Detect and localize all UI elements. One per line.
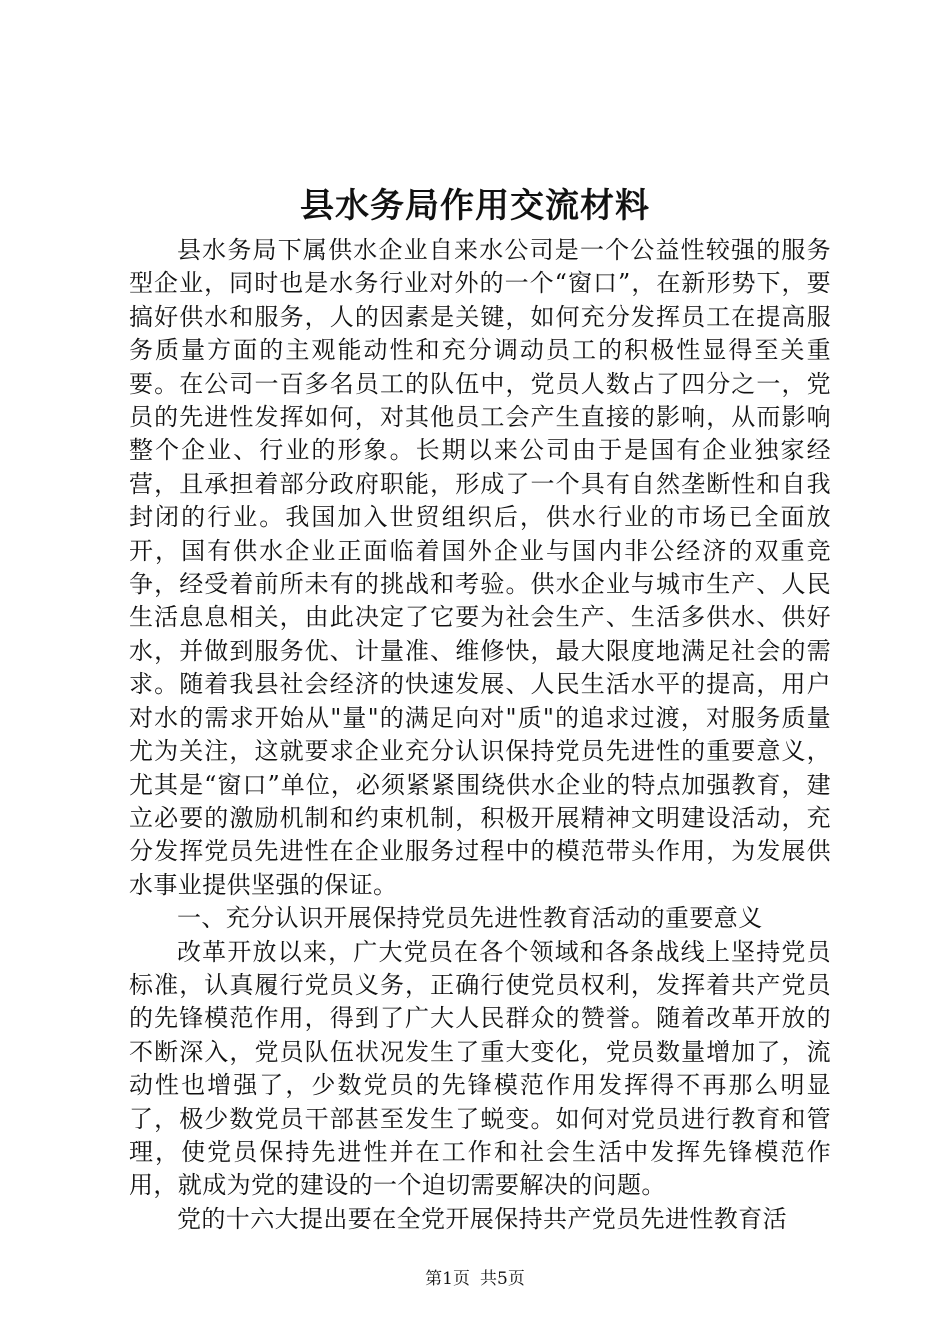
document-body — [129, 234, 831, 1236]
paragraph-continuation: 党的十六大提出要在全党开展保持共产党员先进性教育活 — [177, 1204, 787, 1233]
section-heading-1: 一、充分认识开展保持党员先进性教育活动的重要意义 — [177, 904, 763, 933]
page-footer — [0, 1268, 950, 1290]
page-number: 第1页 — [425, 1269, 470, 1289]
page-total: 共5页 — [480, 1269, 525, 1289]
document-title: 县水务局作用交流材料 — [300, 186, 650, 226]
paragraph-intro: 县水务局下属供水企业自来水公司是一个公益性较强的服务型企业，同时也是水务行业对外的一个“窗口”，在新形势下，要搞好供水和服务，人的因素是关键，如何充分发挥员工在提高服务质量方面的主观能动性和充分调动员工的积极性显得至关重要。在公司一百多名员工的队伍中，党员人数占了四分之一，党员的先进性发挥如何，对其他员工会产生直接的影响，从而影响整个企业、行业的形象。长期以来公司由于是国有企业独家经营，且承担着部分政府职能，形成了一个具有自然垄断性和自我封闭的行业。我国加入世贸组织后，供水行业的市场已全面放开，国有供水企业正面临着国外企业与国内非公经济的双重竞争，经受着前所未有的挑战和考验。供水企业与城市生产、人民生活息息相关，由此决定了它要为社会生产、生活多供水、供好水，并做到服务优、计量准、维修快，最大限度地满足社会的需求。随着我县社会经济的快速发展、人民生活水平的提高，用户对水的需求开始从"量"的满足向对"质"的追求过渡，对服务质量尤为关注，这就要求企业充分认识保持党员先进性的重要意义，尤其是“窗口”单位，必须紧紧围绕供水企业的特点加强教育，建立必要的激励机制和约束机制，积极开展精神文明建设活动，充分发挥党员先进性在企业服务过程中的模范带头作用，为发展供水事业提供坚强的保证。 — [129, 236, 831, 899]
paragraph-section-1: 改革开放以来，广大党员在各个领域和各条战线上坚持党员标准，认真履行党员义务，正确行使党员权利，发挥着共产党员的先锋模范作用，得到了广大人民群众的赞誉。随着改革开放的不断深入，党员队伍状况发生了重大变化，党员数量增加了，流动性也增强了，少数党员的先锋模范作用发挥得不再那么明显了，极少数党员干部甚至发生了蜕变。如何对党员进行教育和管理，使党员保持先进性并在工作和社会生活中发挥先锋模范作用，就成为党的建设的一个迫切需要解决的问题。 — [129, 937, 831, 1200]
